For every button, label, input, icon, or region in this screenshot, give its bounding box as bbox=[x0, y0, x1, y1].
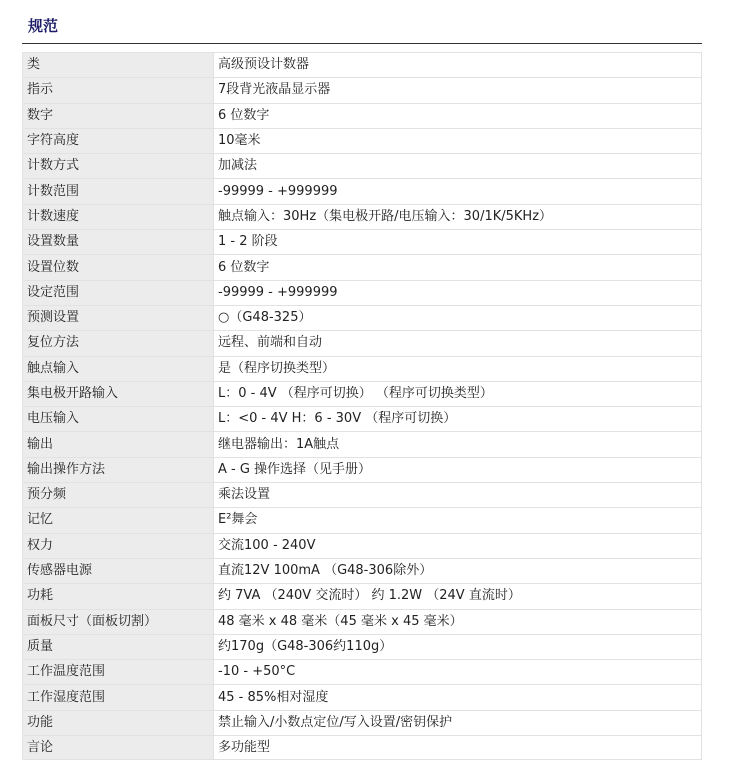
spec-value: 高级预设计数器 bbox=[213, 52, 702, 77]
table-row bbox=[22, 457, 702, 482]
table-row bbox=[22, 659, 702, 684]
spec-value: 约 7VA （240V 交流时） 约 1.2W （24V 直流时） bbox=[213, 583, 702, 608]
spec-value: A - G 操作选择（见手册） bbox=[213, 457, 702, 482]
table-row bbox=[22, 431, 702, 456]
spec-value: 触点输入：30Hz（集电极开路/电压输入：30/1K/5KHz） bbox=[213, 204, 702, 229]
spec-value: 多功能型 bbox=[213, 735, 702, 760]
spec-value: 直流12V 100mA （G48-306除外） bbox=[213, 558, 702, 583]
spec-value: L：<0 - 4V H：6 - 30V （程序可切换） bbox=[213, 406, 702, 431]
spec-label: 指示 bbox=[22, 77, 213, 102]
spec-label: 功耗 bbox=[22, 583, 213, 608]
table-row bbox=[22, 710, 702, 735]
spec-value: 6 位数字 bbox=[213, 103, 702, 128]
spec-label: 计数方式 bbox=[22, 153, 213, 178]
spec-label: 电压输入 bbox=[22, 406, 213, 431]
table-row bbox=[22, 128, 702, 153]
spec-value: 继电器输出：1A触点 bbox=[213, 431, 702, 456]
spec-label: 面板尺寸（面板切割） bbox=[22, 609, 213, 634]
spec-label: 输出 bbox=[22, 431, 213, 456]
spec-label: 言论 bbox=[22, 735, 213, 760]
spec-value: L：0 - 4V （程序可切换） （程序可切换类型） bbox=[213, 381, 702, 406]
spec-value: 约170g（G48-306约110g） bbox=[213, 634, 702, 659]
table-row bbox=[22, 280, 702, 305]
spec-table-body bbox=[22, 52, 702, 760]
table-row bbox=[22, 684, 702, 709]
spec-value: 远程、前端和自动 bbox=[213, 330, 702, 355]
spec-label: 预测设置 bbox=[22, 305, 213, 330]
table-row bbox=[22, 254, 702, 279]
spec-label: 计数速度 bbox=[22, 204, 213, 229]
spec-value: ○（G48-325） bbox=[213, 305, 702, 330]
table-row bbox=[22, 77, 702, 102]
table-row bbox=[22, 305, 702, 330]
spec-label: 设定范围 bbox=[22, 280, 213, 305]
table-row bbox=[22, 406, 702, 431]
table-row bbox=[22, 609, 702, 634]
section-title: 规范 bbox=[28, 17, 59, 35]
table-row bbox=[22, 330, 702, 355]
table-row bbox=[22, 735, 702, 760]
table-row bbox=[22, 558, 702, 583]
spec-label: 数字 bbox=[22, 103, 213, 128]
table-row bbox=[22, 356, 702, 381]
spec-value: 交流100 - 240V bbox=[213, 533, 702, 558]
spec-value: 10毫米 bbox=[213, 128, 702, 153]
table-row bbox=[22, 381, 702, 406]
spec-value: 加减法 bbox=[213, 153, 702, 178]
spec-label: 类 bbox=[22, 52, 213, 77]
spec-label: 工作温度范围 bbox=[22, 659, 213, 684]
table-row bbox=[22, 634, 702, 659]
spec-value: 1 - 2 阶段 bbox=[213, 229, 702, 254]
table-row bbox=[22, 204, 702, 229]
table-row bbox=[22, 178, 702, 203]
table-row bbox=[22, 229, 702, 254]
spec-label: 传感器电源 bbox=[22, 558, 213, 583]
spec-value: 乘法设置 bbox=[213, 482, 702, 507]
spec-label: 输出操作方法 bbox=[22, 457, 213, 482]
spec-label: 权力 bbox=[22, 533, 213, 558]
table-row bbox=[22, 103, 702, 128]
spec-label: 字符高度 bbox=[22, 128, 213, 153]
spec-value: 7段背光液晶显示器 bbox=[213, 77, 702, 102]
spec-label: 触点输入 bbox=[22, 356, 213, 381]
spec-label: 工作湿度范围 bbox=[22, 684, 213, 709]
spec-label: 质量 bbox=[22, 634, 213, 659]
spec-label: 设置位数 bbox=[22, 254, 213, 279]
spec-value: 48 毫米 x 48 毫米（45 毫米 x 45 毫米） bbox=[213, 609, 702, 634]
spec-value: -10 - +50°C bbox=[213, 659, 702, 684]
table-row bbox=[22, 482, 702, 507]
spec-value: E²舞会 bbox=[213, 507, 702, 532]
table-row bbox=[22, 52, 702, 77]
table-row bbox=[22, 533, 702, 558]
spec-label: 记忆 bbox=[22, 507, 213, 532]
spec-table bbox=[22, 52, 702, 760]
table-row bbox=[22, 153, 702, 178]
spec-value: -99999 - +999999 bbox=[213, 280, 702, 305]
table-row bbox=[22, 507, 702, 532]
spec-value: 45 - 85%相对湿度 bbox=[213, 684, 702, 709]
spec-label: 预分频 bbox=[22, 482, 213, 507]
spec-value: 禁止输入/小数点定位/写入设置/密钥保护 bbox=[213, 710, 702, 735]
spec-label: 设置数量 bbox=[22, 229, 213, 254]
spec-value: 是（程序切换类型） bbox=[213, 356, 702, 381]
spec-value: -99999 - +999999 bbox=[213, 178, 702, 203]
spec-label: 复位方法 bbox=[22, 330, 213, 355]
title-divider bbox=[22, 43, 702, 44]
spec-label: 计数范围 bbox=[22, 178, 213, 203]
spec-label: 集电极开路输入 bbox=[22, 381, 213, 406]
spec-value: 6 位数字 bbox=[213, 254, 702, 279]
spec-label: 功能 bbox=[22, 710, 213, 735]
table-row bbox=[22, 583, 702, 608]
